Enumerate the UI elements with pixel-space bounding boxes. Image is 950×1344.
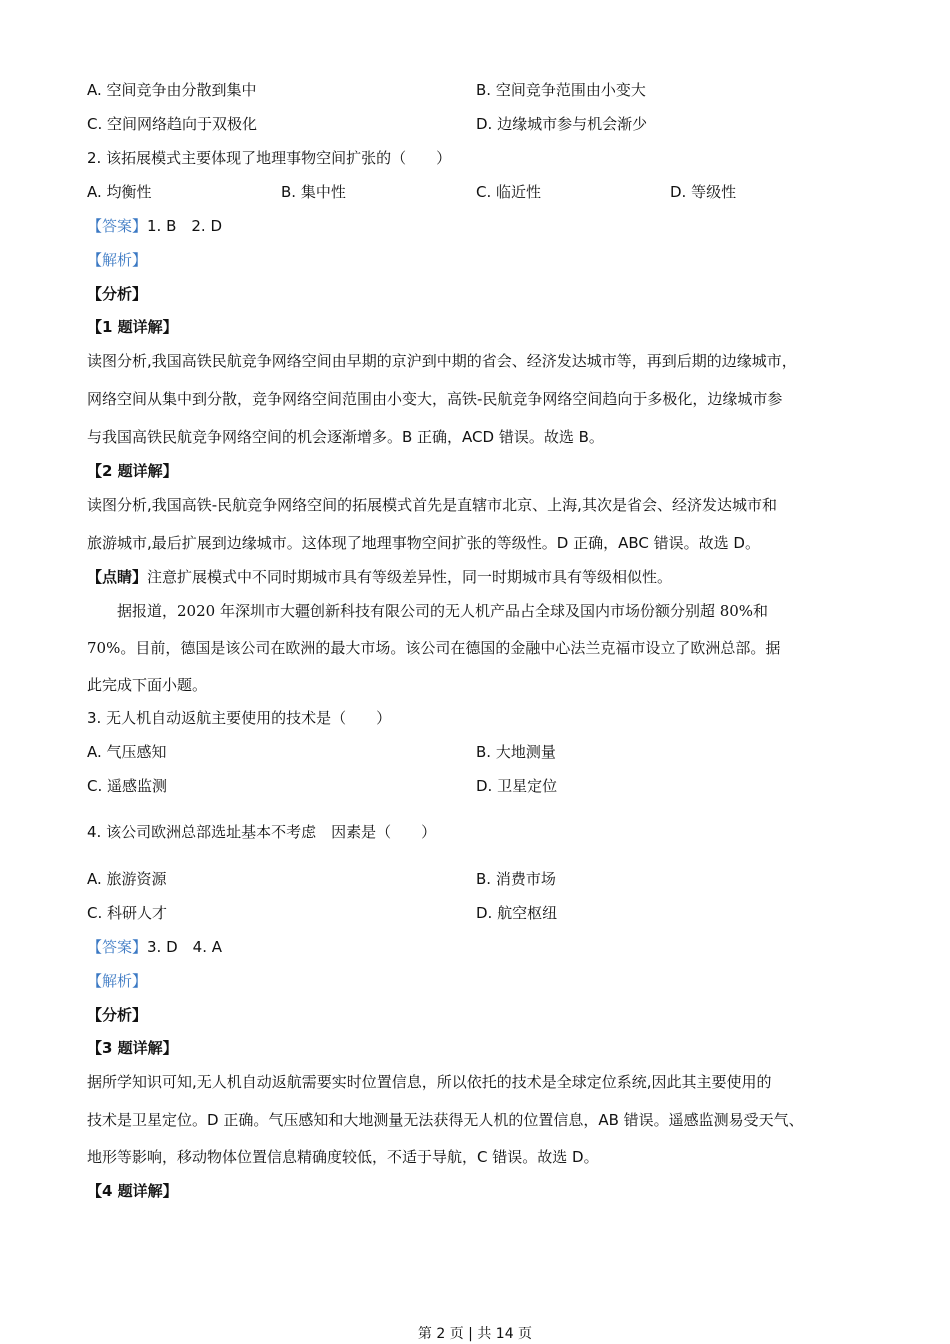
passage-line: 据报道，2020 年深圳市大疆创新科技有限公司的无人机产品占全球及国内市场份额分别超 80%和 — [87, 602, 769, 620]
dianjing-line — [87, 567, 672, 587]
answer-value: 1. B 2. D — [147, 217, 223, 235]
q2-option-b: B. 集中性 — [281, 183, 346, 201]
detail-3-line: 技术是卫星定位。D 正确。气压感知和大地测量无法获得无人机的位置信息，AB 错误。遥感监测易受天气、 — [87, 1111, 804, 1129]
q4-option-a: A. 旅游资源 — [87, 870, 167, 888]
answer-line-1 — [87, 216, 222, 236]
answer-label: 【答案】 — [87, 938, 148, 956]
answer-label: 【答案】 — [87, 217, 148, 235]
q1-option-c: C. 空间网络趋向于双极化 — [87, 115, 258, 133]
q4-option-b: B. 消费市场 — [476, 870, 556, 888]
q2-option-d: D. 等级性 — [670, 183, 737, 201]
q4-option-c: C. 科研人才 — [87, 904, 168, 922]
detail-1-title: 【1 题详解】 — [87, 318, 178, 336]
detail-4-title: 【4 题详解】 — [87, 1182, 178, 1200]
detail-3-title: 【3 题详解】 — [87, 1039, 178, 1057]
answer-value: 3. D 4. A — [147, 938, 222, 956]
detail-2-line: 读图分析,我国高铁-民航竞争网络空间的拓展模式首先是直辖市北京、上海,其次是省会、经济发达城市和 — [87, 496, 777, 514]
q4-stem: 4. 该公司欧洲总部选址基本不考虑 因素是（ ） — [87, 823, 437, 841]
q2-option-c: C. 临近性 — [476, 183, 542, 201]
detail-3-line: 地形等影响，移动物体位置信息精确度较低，不适于导航，C 错误。故选 D。 — [87, 1148, 599, 1166]
analysis-label: 【解析】 — [87, 972, 148, 990]
q1-option-a: A. 空间竞争由分散到集中 — [87, 81, 257, 99]
q3-stem: 3. 无人机自动返航主要使用的技术是（ ） — [87, 709, 392, 727]
analysis-label: 【解析】 — [87, 251, 148, 269]
q4-option-d: D. 航空枢纽 — [476, 904, 558, 922]
q1-option-d: D. 边缘城市参与机会渐少 — [476, 115, 648, 133]
q1-option-b: B. 空间竞争范围由小变大 — [476, 81, 646, 99]
q3-option-a: A. 气压感知 — [87, 743, 167, 761]
passage-line: 70%。目前，德国是该公司在欧洲的最大市场。该公司在德国的金融中心法兰克福市设立了欧洲总部。据 — [87, 639, 781, 657]
q3-option-d: D. 卫星定位 — [476, 777, 558, 795]
detail-1-line: 读图分析,我国高铁民航竞争网络空间由早期的京沪到中期的省会、经济发达城市等，再到后期的边缘城市， — [87, 352, 797, 370]
detail-2-title: 【2 题详解】 — [87, 462, 178, 480]
page-footer: 第 2 页 | 共 14 页 — [417, 1326, 533, 1342]
fenxi-label: 【分析】 — [87, 285, 148, 303]
fenxi-label: 【分析】 — [87, 1006, 148, 1024]
dianjing-text: 注意扩展模式中不同时期城市具有等级差异性，同一时期城市具有等级相似性。 — [147, 568, 673, 586]
q2-stem: 2. 该拓展模式主要体现了地理事物空间扩张的（ ） — [87, 149, 452, 167]
q2-option-a: A. 均衡性 — [87, 183, 152, 201]
detail-3-line: 据所学知识可知,无人机自动返航需要实时位置信息，所以依托的技术是全球定位系统,因此其主要使用的 — [87, 1073, 772, 1091]
answer-line-2 — [87, 937, 222, 957]
passage-line: 此完成下面小题。 — [87, 676, 208, 694]
q3-option-b: B. 大地测量 — [476, 743, 556, 761]
detail-1-line: 与我国高铁民航竞争网络空间的机会逐渐增多。B 正确，ACD 错误。故选 B。 — [87, 428, 604, 446]
dianjing-label: 【点睛】 — [87, 568, 148, 586]
detail-2-line: 旅游城市,最后扩展到边缘城市。这体现了地理事物空间扩张的等级性。D 正确，ABC 错误。故选 D。 — [87, 534, 760, 552]
q3-option-c: C. 遥感监测 — [87, 777, 168, 795]
detail-1-line: 网络空间从集中到分散，竞争网络空间范围由小变大，高铁-民航竞争网络空间趋向于多极化，边缘城市参 — [87, 390, 783, 408]
